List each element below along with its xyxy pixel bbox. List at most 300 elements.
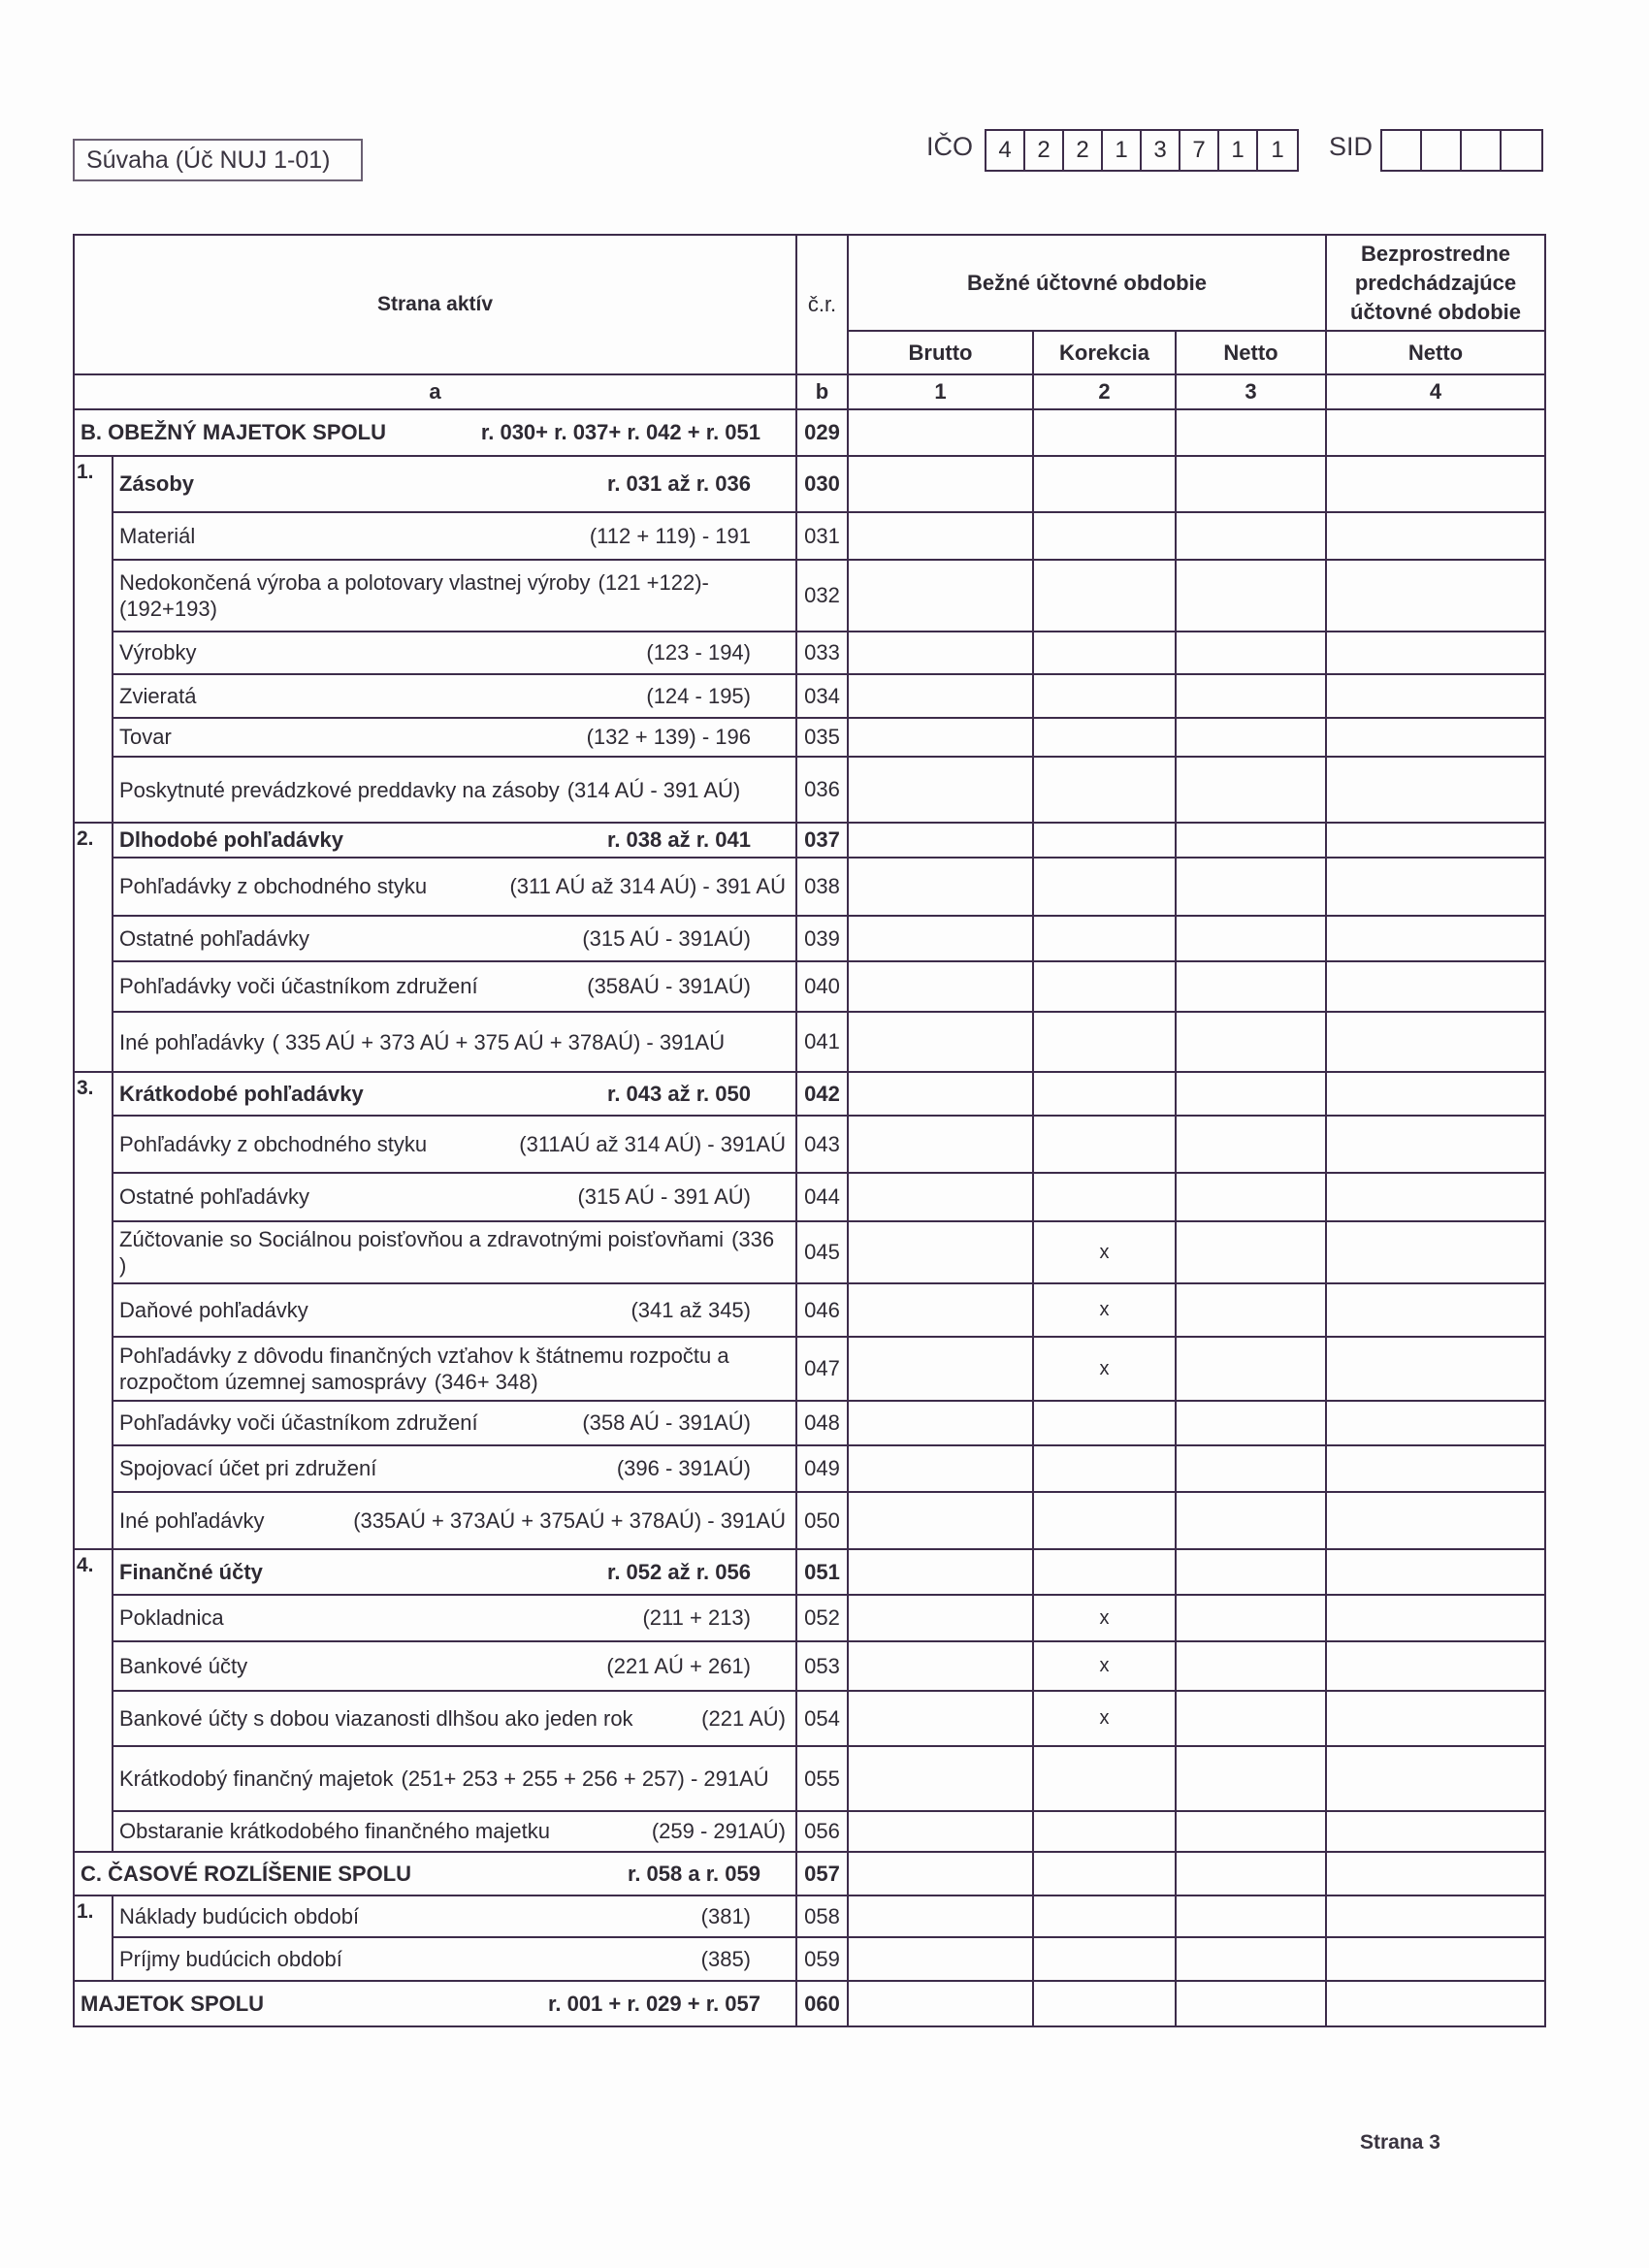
cell-netto-prev[interactable] (1326, 1981, 1545, 2026)
row-label (119, 777, 790, 803)
table-row (74, 1012, 1545, 1072)
row-code: 059 (796, 1937, 848, 1981)
header-netto: Netto (1176, 331, 1326, 374)
cell-brutto[interactable] (848, 1549, 1033, 1595)
balance-sheet-table (73, 234, 1546, 2027)
row-code: 057 (796, 1852, 848, 1895)
cell-korekcia[interactable] (1033, 757, 1176, 823)
table-row (74, 757, 1545, 823)
row-label (119, 640, 790, 665)
sid-label: SID (1329, 132, 1374, 161)
cell-netto-prev[interactable] (1326, 1549, 1545, 1595)
cell-netto-prev[interactable] (1326, 1116, 1545, 1173)
row-label (119, 524, 790, 549)
cell-netto-prev[interactable] (1326, 674, 1545, 718)
cell-netto[interactable] (1176, 1072, 1326, 1116)
row-label (119, 1654, 790, 1679)
cell-brutto[interactable] (848, 916, 1033, 961)
table-row (74, 409, 1545, 456)
cell-netto-prev[interactable] (1326, 757, 1545, 823)
cell-netto[interactable] (1176, 1445, 1326, 1492)
cell-korekcia[interactable] (1033, 1401, 1176, 1445)
row-label-text: Poskytnuté prevádzkové preddavky na zásoby (119, 777, 560, 802)
cell-netto[interactable] (1176, 1337, 1326, 1401)
cell-korekcia[interactable] (1033, 1012, 1176, 1072)
cell-netto[interactable] (1176, 1641, 1326, 1691)
cell-korekcia[interactable]: x (1033, 1283, 1176, 1337)
table-row (74, 1595, 1545, 1641)
cell-korekcia[interactable] (1033, 1445, 1176, 1492)
cell-brutto[interactable] (848, 1981, 1033, 2026)
table-row (74, 1895, 1545, 1937)
row-label-cell (113, 1401, 796, 1445)
row-label-cell (113, 858, 796, 916)
row-formula: r. 043 až r. 050 (606, 1081, 751, 1106)
row-code: 031 (796, 512, 848, 560)
row-code: 029 (796, 409, 848, 456)
table-row (74, 456, 1545, 512)
table-row (74, 632, 1545, 674)
row-label-text: Spojovací účet pri združení (119, 1456, 377, 1480)
section-number: 3. (74, 1072, 113, 1549)
cell-netto[interactable] (1176, 823, 1326, 858)
row-label-text: Krátkodobé pohľadávky (119, 1081, 364, 1106)
cell-korekcia[interactable] (1033, 632, 1176, 674)
row-label (119, 684, 790, 709)
cell-netto[interactable] (1176, 560, 1326, 632)
ico-digit: 1 (1219, 131, 1258, 170)
cell-korekcia[interactable]: x (1033, 1221, 1176, 1283)
cell-brutto[interactable] (848, 1746, 1033, 1811)
cell-brutto[interactable] (848, 1173, 1033, 1221)
cell-netto-prev[interactable] (1326, 512, 1545, 560)
row-code: 052 (796, 1595, 848, 1641)
row-label-text: Finančné účty (119, 1559, 263, 1584)
table-row (74, 1221, 1545, 1283)
cell-netto-prev[interactable] (1326, 1595, 1545, 1641)
cell-netto-prev[interactable] (1326, 632, 1545, 674)
row-label-text: Ostatné pohľadávky (119, 1184, 309, 1209)
row-label-cell (113, 1895, 796, 1937)
ico-digit: 1 (1271, 137, 1284, 163)
row-code: 049 (796, 1445, 848, 1492)
cell-netto[interactable] (1176, 1549, 1326, 1595)
row-formula: (211 + 213) (642, 1605, 751, 1630)
cell-netto-prev[interactable] (1326, 1937, 1545, 1981)
cell-brutto[interactable] (848, 1221, 1033, 1283)
row-label-text: Pohľadávky z obchodného styku (119, 1131, 428, 1156)
cell-korekcia[interactable] (1033, 409, 1176, 456)
cell-netto-prev[interactable] (1326, 1283, 1545, 1337)
sid-digit (1502, 131, 1541, 170)
index-1: 1 (848, 374, 1033, 409)
cell-brutto[interactable] (848, 718, 1033, 757)
row-formula: r. 058 a r. 059 (627, 1861, 760, 1886)
cell-netto[interactable] (1176, 1221, 1326, 1283)
cell-netto[interactable] (1176, 1852, 1326, 1895)
cell-netto-prev[interactable] (1326, 961, 1545, 1012)
row-label (119, 1904, 790, 1929)
cell-netto[interactable] (1176, 718, 1326, 757)
row-label-text: Iné pohľadávky (119, 1029, 265, 1054)
cell-brutto[interactable] (848, 1072, 1033, 1116)
row-label-cell (113, 1337, 796, 1401)
cell-brutto[interactable] (848, 1595, 1033, 1641)
cell-korekcia[interactable]: x (1033, 1641, 1176, 1691)
row-code: 047 (796, 1337, 848, 1401)
row-formula: r. 001 + r. 029 + r. 057 (548, 1991, 760, 2016)
row-label-cell (113, 757, 796, 823)
row-label-cell (113, 560, 796, 632)
row-label-text: Náklady budúcich období (119, 1903, 360, 1928)
row-label (119, 874, 790, 899)
table-row (74, 1852, 1545, 1895)
cell-netto[interactable] (1176, 757, 1326, 823)
row-formula: (358AÚ - 391AÚ) (587, 974, 751, 998)
row-formula: r. 052 až r. 056 (606, 1559, 751, 1584)
cell-netto-prev[interactable] (1326, 858, 1545, 916)
row-code: 036 (796, 757, 848, 823)
row-label-cell (113, 456, 796, 512)
table-row (74, 1746, 1545, 1811)
row-label-text: Pohľadávky z obchodného styku (119, 874, 428, 898)
ico-field[interactable] (985, 129, 1299, 172)
row-code: 037 (796, 823, 848, 858)
cell-korekcia[interactable] (1033, 1549, 1176, 1595)
cell-korekcia[interactable] (1033, 1895, 1176, 1937)
row-label-text: Krátkodobý finančný majetok (119, 1766, 394, 1791)
row-code: 033 (796, 632, 848, 674)
cell-brutto[interactable] (848, 1116, 1033, 1173)
row-label-cell (113, 1116, 796, 1173)
row-label (119, 471, 790, 497)
row-label-cell (74, 1852, 796, 1895)
cell-netto-prev[interactable] (1326, 823, 1545, 858)
cell-brutto[interactable] (848, 1337, 1033, 1401)
row-label (81, 1992, 790, 2017)
row-label-text: Pohľadávky voči účastníkom združení (119, 974, 478, 998)
row-formula: (259 - 291AÚ) (651, 1819, 786, 1843)
row-label (119, 1029, 790, 1055)
cell-brutto[interactable] (848, 1937, 1033, 1981)
table-row (74, 512, 1545, 560)
cell-netto[interactable] (1176, 1492, 1326, 1549)
row-code: 050 (796, 1492, 848, 1549)
row-label-text: B. OBEŽNÝ MAJETOK SPOLU (81, 420, 386, 444)
cell-netto[interactable] (1176, 1981, 1326, 2026)
cell-netto[interactable] (1176, 1895, 1326, 1937)
row-label-cell (113, 1492, 796, 1549)
cell-korekcia[interactable] (1033, 1492, 1176, 1549)
cell-korekcia[interactable]: x (1033, 1691, 1176, 1746)
row-code: 035 (796, 718, 848, 757)
index-3: 3 (1176, 374, 1326, 409)
row-label-text: Pohľadávky voči účastníkom združení (119, 1410, 478, 1435)
cell-brutto[interactable] (848, 1012, 1033, 1072)
cell-brutto[interactable] (848, 1691, 1033, 1746)
row-label-text: MAJETOK SPOLU (81, 1991, 265, 2016)
section-number: 4. (74, 1549, 113, 1852)
row-label (119, 1947, 790, 1972)
row-label (119, 926, 790, 952)
cell-netto[interactable] (1176, 916, 1326, 961)
index-a: a (74, 374, 796, 409)
cell-korekcia[interactable]: x (1033, 1595, 1176, 1641)
form-title: Súvaha (Úč NUJ 1-01) (73, 139, 363, 181)
cell-netto-prev[interactable] (1326, 1691, 1545, 1746)
cell-brutto[interactable] (848, 1641, 1033, 1691)
cell-netto-prev[interactable] (1326, 1746, 1545, 1811)
row-label (119, 1082, 790, 1107)
table-row (74, 718, 1545, 757)
row-label-cell (113, 916, 796, 961)
index-4: 4 (1326, 374, 1545, 409)
header-korekcia: Korekcia (1033, 331, 1176, 374)
row-formula: (315 AÚ - 391 AÚ) (577, 1184, 751, 1209)
row-label-text: Daňové pohľadávky (119, 1297, 308, 1322)
row-code: 039 (796, 916, 848, 961)
ico-digit: 3 (1142, 131, 1180, 170)
cell-netto[interactable] (1176, 1116, 1326, 1173)
cell-brutto[interactable] (848, 560, 1033, 632)
row-label-text: C. ČASOVÉ ROZLÍŠENIE SPOLU (81, 1861, 412, 1886)
row-label-cell (74, 409, 796, 456)
cell-korekcia[interactable] (1033, 858, 1176, 916)
cell-netto-prev[interactable] (1326, 1445, 1545, 1492)
header-brutto: Brutto (848, 331, 1033, 374)
row-formula: (381) (700, 1903, 751, 1928)
row-code: 056 (796, 1811, 848, 1852)
cell-korekcia[interactable] (1033, 916, 1176, 961)
cell-brutto[interactable] (848, 961, 1033, 1012)
row-formula: r. 038 až r. 041 (606, 827, 751, 852)
cell-netto-prev[interactable] (1326, 1852, 1545, 1895)
row-code: 043 (796, 1116, 848, 1173)
cell-korekcia[interactable] (1033, 512, 1176, 560)
cell-netto[interactable] (1176, 1595, 1326, 1641)
row-label-text: Materiál (119, 523, 196, 548)
table-row (74, 1445, 1545, 1492)
row-label-text: Príjmy budúcich období (119, 1946, 342, 1971)
cell-netto-prev[interactable] (1326, 1811, 1545, 1852)
row-label-text: Iné pohľadávky (119, 1507, 265, 1533)
cell-netto-prev[interactable] (1326, 456, 1545, 512)
cell-netto-prev[interactable] (1326, 1221, 1545, 1283)
row-label-cell (113, 823, 796, 858)
table-row (74, 1072, 1545, 1116)
cell-netto-prev[interactable] (1326, 916, 1545, 961)
cell-netto[interactable] (1176, 512, 1326, 560)
row-label-cell (74, 1981, 796, 2026)
row-formula: (315 AÚ - 391AÚ) (582, 925, 751, 951)
cell-netto[interactable] (1176, 1401, 1326, 1445)
row-formula: (112 + 119) - 191 (589, 523, 751, 548)
cell-netto-prev[interactable] (1326, 1072, 1545, 1116)
table-row (74, 1337, 1545, 1401)
cell-korekcia[interactable] (1033, 1746, 1176, 1811)
row-label (81, 420, 790, 445)
cell-korekcia[interactable] (1033, 1116, 1176, 1173)
row-label-cell (113, 632, 796, 674)
cell-korekcia[interactable] (1033, 674, 1176, 718)
cell-brutto[interactable] (848, 1445, 1033, 1492)
cell-netto[interactable] (1176, 858, 1326, 916)
cell-netto[interactable] (1176, 1012, 1326, 1072)
row-formula: r. 030+ r. 037+ r. 042 + r. 051 (480, 420, 760, 444)
cell-korekcia[interactable] (1033, 1937, 1176, 1981)
cell-brutto[interactable] (848, 409, 1033, 456)
table-row (74, 1981, 1545, 2026)
cell-korekcia[interactable] (1033, 560, 1176, 632)
row-formula: r. 031 až r. 036 (606, 471, 751, 496)
cell-korekcia[interactable] (1033, 823, 1176, 858)
row-formula: (358 AÚ - 391AÚ) (582, 1410, 751, 1435)
cell-netto-prev[interactable] (1326, 1173, 1545, 1221)
row-code: 058 (796, 1895, 848, 1937)
table-row (74, 1641, 1545, 1691)
row-code: 046 (796, 1283, 848, 1337)
row-label-cell (113, 1173, 796, 1221)
table-row (74, 560, 1545, 632)
cell-netto-prev[interactable] (1326, 1895, 1545, 1937)
ico-digit: 2 (1025, 131, 1064, 170)
row-label-text: Obstaranie krátkodobého finančného majetku (119, 1819, 550, 1843)
sid-digit (1462, 131, 1502, 170)
cell-netto[interactable] (1176, 1811, 1326, 1852)
cell-netto[interactable] (1176, 1173, 1326, 1221)
cell-netto[interactable] (1176, 456, 1326, 512)
row-code: 040 (796, 961, 848, 1012)
cell-brutto[interactable] (848, 1852, 1033, 1895)
cell-netto[interactable] (1176, 1937, 1326, 1981)
row-formula: (121 +122)-(192+193) (119, 570, 709, 621)
row-label (119, 827, 790, 853)
table-row (74, 1173, 1545, 1221)
row-label-cell (113, 512, 796, 560)
row-formula: (396 - 391AÚ) (616, 1456, 751, 1480)
table-row (74, 1549, 1545, 1595)
row-label-cell (113, 1221, 796, 1283)
cell-brutto[interactable] (848, 1895, 1033, 1937)
row-label-text: Pohľadávky z dôvodu finančných vzťahov k štátnemu rozpočtu a rozpočtom územnej samosprávy (119, 1344, 729, 1394)
cell-brutto[interactable] (848, 1283, 1033, 1337)
cell-netto[interactable] (1176, 1691, 1326, 1746)
ico-label: IČO (926, 132, 974, 161)
cell-korekcia[interactable]: x (1033, 1337, 1176, 1401)
cell-netto[interactable] (1176, 409, 1326, 456)
row-code: 054 (796, 1691, 848, 1746)
cell-netto[interactable] (1176, 1283, 1326, 1337)
row-label-text: Nedokončená výroba a polotovary vlastnej výroby (119, 570, 591, 595)
row-label-cell (113, 1012, 796, 1072)
section-number: 1. (74, 1895, 113, 1981)
cell-netto-prev[interactable] (1326, 1012, 1545, 1072)
row-label (119, 1819, 790, 1844)
row-label-text: Zvieratá (119, 683, 197, 708)
cell-netto-prev[interactable] (1326, 409, 1545, 456)
row-label-cell (113, 674, 796, 718)
cell-korekcia[interactable] (1033, 718, 1176, 757)
cell-netto-prev[interactable] (1326, 1641, 1545, 1691)
section-number: 2. (74, 823, 113, 1072)
index-2: 2 (1033, 374, 1176, 409)
header-previous-period: Bezprostredne predchádzajúce účtovné obdobie (1326, 235, 1545, 331)
cell-netto[interactable] (1176, 961, 1326, 1012)
cell-korekcia[interactable] (1033, 1173, 1176, 1221)
row-label (119, 1184, 790, 1210)
sid-field[interactable] (1380, 129, 1543, 172)
cell-netto[interactable] (1176, 674, 1326, 718)
row-code: 044 (796, 1173, 848, 1221)
cell-netto-prev[interactable] (1326, 560, 1545, 632)
row-label (119, 1410, 790, 1436)
cell-netto[interactable] (1176, 632, 1326, 674)
cell-brutto[interactable] (848, 1401, 1033, 1445)
header-current-period: Bežné účtovné obdobie (848, 235, 1326, 331)
row-formula: (385) (700, 1946, 751, 1971)
cell-korekcia[interactable] (1033, 1852, 1176, 1895)
table-row (74, 1283, 1545, 1337)
row-code: 048 (796, 1401, 848, 1445)
cell-brutto[interactable] (848, 674, 1033, 718)
cell-korekcia[interactable] (1033, 961, 1176, 1012)
row-formula: (311 AÚ až 314 AÚ) - 391 AÚ (509, 874, 786, 898)
row-label (119, 1560, 790, 1585)
table-row (74, 1401, 1545, 1445)
row-label-cell (113, 1072, 796, 1116)
row-code: 034 (796, 674, 848, 718)
cell-brutto[interactable] (848, 1492, 1033, 1549)
row-label-cell (113, 1595, 796, 1641)
row-code: 032 (796, 560, 848, 632)
row-formula: (124 - 195) (646, 683, 751, 708)
sid-digit (1422, 131, 1462, 170)
cell-brutto[interactable] (848, 1811, 1033, 1852)
ico-digit: 2 (1064, 131, 1103, 170)
cell-brutto[interactable] (848, 757, 1033, 823)
cell-korekcia[interactable] (1033, 1981, 1176, 2026)
cell-brutto[interactable] (848, 512, 1033, 560)
row-label (119, 569, 790, 622)
cell-netto-prev[interactable] (1326, 1492, 1545, 1549)
cell-netto[interactable] (1176, 1746, 1326, 1811)
cell-netto-prev[interactable] (1326, 718, 1545, 757)
row-code: 055 (796, 1746, 848, 1811)
row-formula: (346+ 348) (434, 1370, 538, 1394)
table-row (74, 858, 1545, 916)
page-number: Strana 3 (1360, 2131, 1440, 2154)
row-code: 053 (796, 1641, 848, 1691)
table-row (74, 1937, 1545, 1981)
row-label-cell (113, 1937, 796, 1981)
cell-korekcia[interactable] (1033, 1811, 1176, 1852)
cell-netto-prev[interactable] (1326, 1337, 1545, 1401)
row-formula: (336 ) (119, 1227, 775, 1278)
row-code: 045 (796, 1221, 848, 1283)
cell-brutto[interactable] (848, 632, 1033, 674)
cell-netto-prev[interactable] (1326, 1401, 1545, 1445)
row-formula: (311AÚ až 314 AÚ) - 391AÚ (519, 1131, 786, 1156)
cell-korekcia[interactable] (1033, 456, 1176, 512)
cell-korekcia[interactable] (1033, 1072, 1176, 1116)
cell-brutto[interactable] (848, 858, 1033, 916)
cell-brutto[interactable] (848, 456, 1033, 512)
row-label (119, 1343, 790, 1395)
row-label (81, 1862, 790, 1887)
cell-brutto[interactable] (848, 823, 1033, 858)
table-row (74, 916, 1545, 961)
table-row (74, 823, 1545, 858)
